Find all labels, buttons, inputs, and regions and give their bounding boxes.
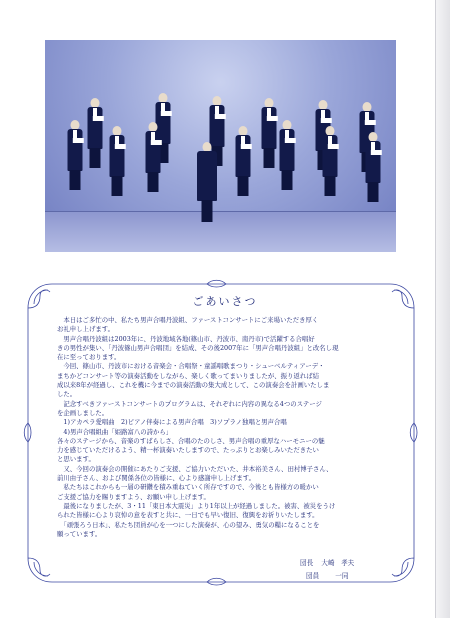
singer	[85, 98, 105, 178]
signature-role: 団員	[306, 572, 320, 580]
signature-line-2	[306, 570, 348, 580]
greeting-line: 前川由子さん、および関係各位の皆様に、心より感謝申し上げます。	[57, 474, 255, 483]
choir-photo	[45, 40, 396, 252]
signature-role: 団長	[300, 559, 314, 567]
greeting-line: と思います。	[57, 455, 95, 464]
greeting-body	[57, 316, 375, 539]
greeting-line: 記念すべきファーストコンサートのプログラムは、それぞれに内容の異なる4つのステージ	[57, 399, 322, 408]
greeting-line: 最後になりましたが、3・11「東日本大震災」より1年以上が経過しました。被害、被災をうけ	[57, 501, 336, 510]
greeting-title: ごあいさつ	[192, 295, 258, 308]
signature-name: 一同	[335, 572, 349, 580]
page-edge	[436, 0, 450, 618]
greeting-line: 成以来8年が経過し、これを機に今までの演奏活動の集大成として、この演奏会を計画いたしま	[57, 381, 330, 390]
greeting-line: ご支援ご協力を賜りますよう、お願い申し上げます。	[57, 492, 210, 501]
singer	[107, 126, 127, 206]
greeting-line: 力を感じていただけるよう、精一杯演奏いたしますので、たっぷりとお楽しみいただきたい	[57, 446, 319, 455]
greeting-line: 「頑張ろう日本」、私たち団員が心を一つにした演奏が、心の望み、勇気の糧になることを	[57, 520, 320, 529]
stage-floor	[45, 212, 396, 252]
singer	[277, 120, 297, 200]
greeting-line: 又、今回の演奏会の開催にあたりご支援、ご協力いただいた、井本裕美さん、田村博子さん、	[57, 464, 333, 473]
singer	[363, 132, 383, 212]
greeting-line: きの男性が集い、「丹波篠山男声合唱団」を結成、その後2007年に「男声合唱丹波組」と改名し現	[57, 343, 339, 352]
singer	[65, 120, 85, 200]
greeting-line: 在に至っております。	[57, 353, 121, 362]
page-edge-line	[435, 0, 436, 618]
greeting-line: 男声合唱丹波組は2003年に、丹波地域各地(篠山市、丹波市、南丹市)で活躍する合唱好	[57, 334, 315, 343]
singer	[233, 126, 253, 206]
greeting-line: 1)アカペラ愛唱曲 2)ピアノ伴奏による男声合唱 3)ソプラノ独唱と男声合唱	[57, 418, 287, 427]
signature-line-1	[300, 557, 354, 567]
greeting-line: 各々のステージから、音楽のすばらしさ、合唱のたのしさ、男声合唱の重厚なハーモニーの魅	[57, 436, 325, 445]
greeting-line: まちかどコンサート等の演奏活動をしながら、楽しく歌ってまいりましたが、振り返れば結	[57, 371, 320, 380]
greeting-line: 4)男声合唱組曲「姫路富八の詩から」	[57, 427, 173, 436]
greeting-line: 願っています。	[57, 529, 102, 538]
singer	[320, 126, 340, 206]
greeting-line: 私たちはこれからも一層の研鑽を積み重ねていく所存ですので、今後とも皆様方の暖かい	[57, 483, 319, 492]
greeting-line: した。	[57, 390, 77, 399]
greeting-line: られた皆様に心より哀悼の意を表すと共に、一日でも早い復旧、復興をお祈りいたします。	[57, 511, 319, 520]
signature-name: 大崎 孝夫	[321, 559, 355, 567]
greeting-line: 本日はご多忙の中、私たち男声合唱丹波組、ファーストコンサートにご来場いただき厚く	[57, 316, 319, 324]
singer	[143, 122, 163, 202]
conductor	[195, 142, 219, 252]
singer	[259, 98, 279, 178]
greeting-line: 今回、篠山市、丹波市における音楽会・合唱祭・童謡唱歌まつり・シューベルティアーデ・	[57, 362, 325, 371]
greeting-line: を企画しました。	[57, 408, 109, 417]
greeting-line: お礼申し上げます。	[57, 325, 115, 334]
